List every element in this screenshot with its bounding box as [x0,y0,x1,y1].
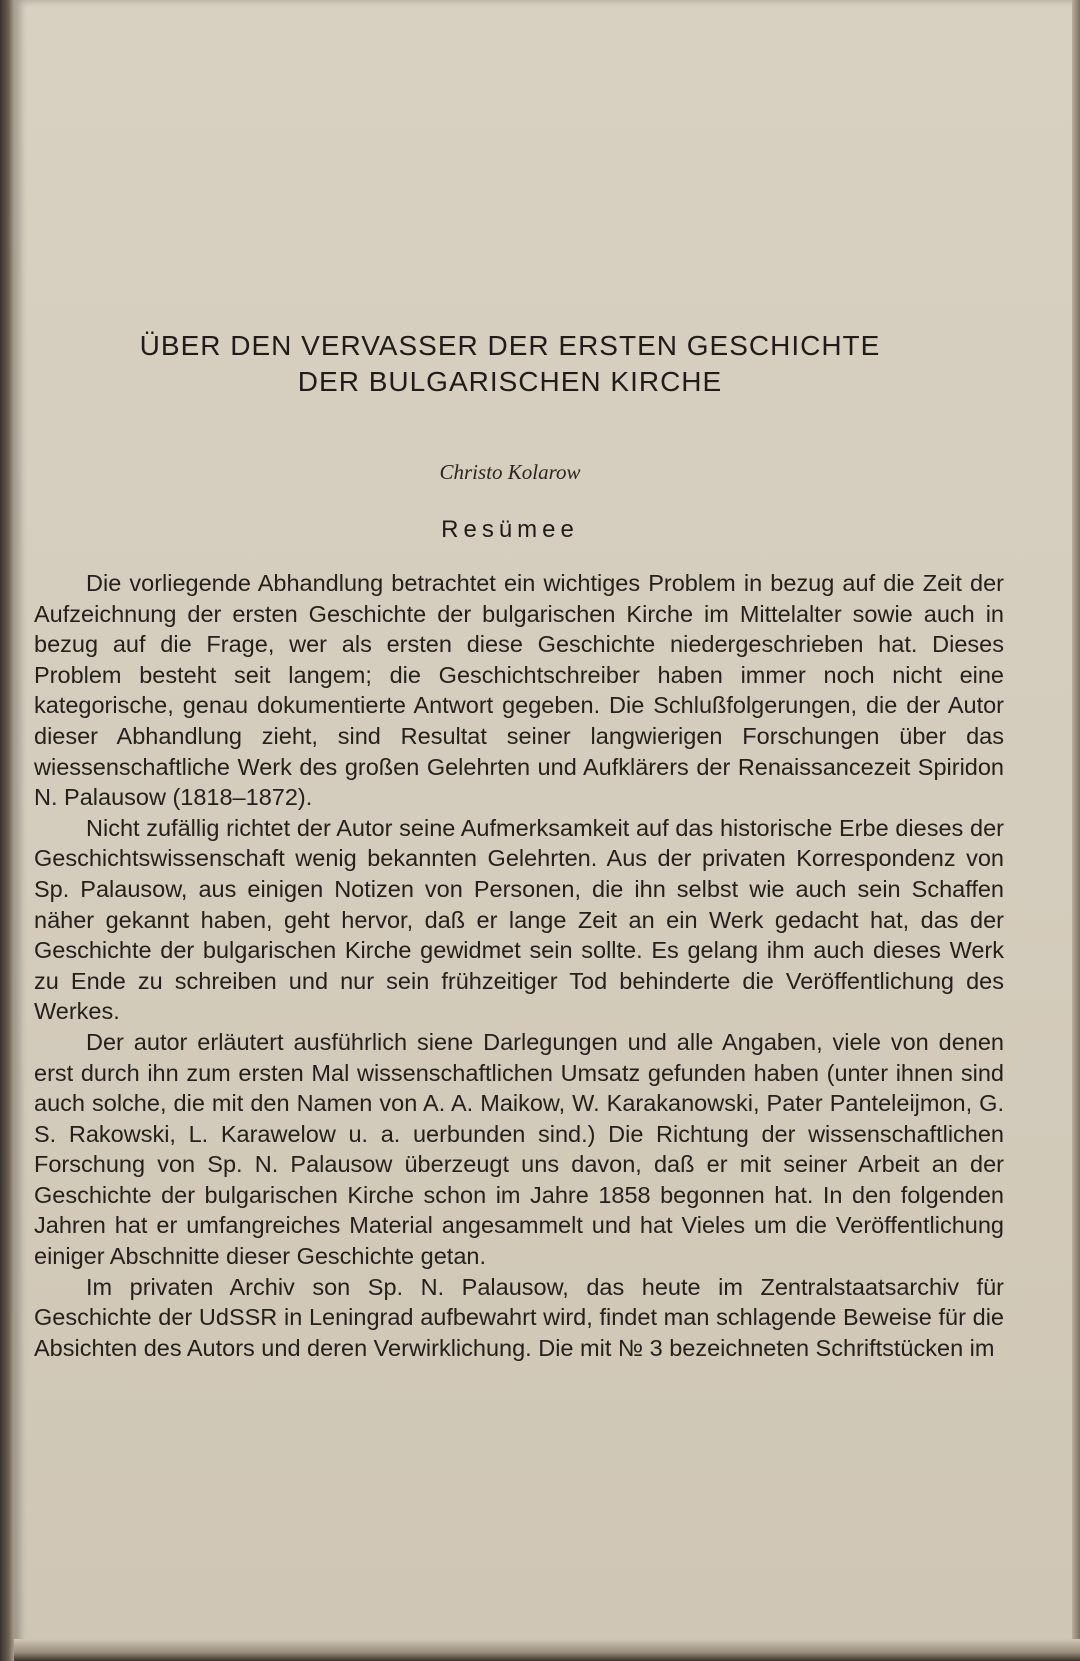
paragraph: Der autor erläutert ausführlich siene Darlegungen und alle Angaben, viele von denen erst durch ihn zum ersten Mal wissenschaftlichen Umsatz gefunden haben (unter ihnen sind auch solche, die mit den Namen von A. A. Maikow, W. Karakanowski, Pater Panteleijmon, G. S. Rakowski, L. Karawelow u. a. uerbunden sind.) Die Richtung der wissenschaftlichen Forschung von Sp. N. Palausow überzeugt uns davon, daß er mit seiner Arbeit an der Geschichte der bulgarischen Kirche schon im Jahre 1858 begonnen hat. In den folgenden Jahren hat er umfangreiches Material angesammelt und hat Vieles um die Veröffentlichung einiger Abschnitte dieser Geschichte getan. [34,1028,1004,1270]
paragraph: Die vorliegende Abhandlung betrachtet ein wichtiges Problem in bezug auf die Zeit der Aufzeichnung der ersten Geschichte der bulgarischen Kirche im Mittelalter sowie auch in bezug auf die Frage, wer als ersten diese Geschichte niedergeschrieben hat. Dieses Problem besteht seit langem; die Geschichtschreiber haben immer noch nicht eine kategorische, genau dokumentierte Antwort gegeben. Die Schlußfolgerungen, die der Autor dieser Abhandlung zieht, sind Resultat seiner langwierigen Forschungen über das wiessenschaftliche Werk des großen Gelehrten und Aufklärers der Renaissancezeit Spiridon N. Palausow (1818–1872). [34,570,1004,811]
article-title-line-2: DER BULGARISCHEN KIRCHE [297,366,723,397]
paragraph: Nicht zufällig richtet der Autor seine Aufmerksamkeit auf das historische Erbe dieses der Geschichtswissenschaft wenig bekannten Gelehrten. Aus der privaten Korrespondenz von Sp. Palausow, aus einigen Notizen von Personen, die ihn selbst wie auch sein Schaffen näher gekannt haben, geht hervor, daß er lange Zeit an ein Werk gedacht hat, das der Geschichte der bulgarischen Kirche gewidmet sein sollte. Es gelang ihm auch dieses Werk zu Ende zu schreiben und nur sein frühzeitiger Tod behinderte die Veröffentlichung des Werkes. [34,814,1004,1025]
page-right-edge [1072,0,1080,1661]
paragraph: Im privaten Archiv son Sp. N. Palausow, das heute im Zentralstaatsarchiv für Geschichte der UdSSR in Leningrad aufbewahrt wird, findet man schlagende Beweise für die Absichten des Autors und deren Verwirklichung. Die mit № 3 bezeichneten Schriftstücken im [34,1273,1004,1361]
section-heading: Resümee [441,516,579,543]
page-bottom-edge [14,1639,1080,1661]
article-body [34,568,1004,1363]
article-title [60,328,960,400]
binding-edge [0,0,14,1661]
article-title-line-1: ÜBER DEN VERVASSER DER ERSTEN GESCHICHTE [139,330,881,361]
article-author: Christo Kolarow [439,460,581,484]
